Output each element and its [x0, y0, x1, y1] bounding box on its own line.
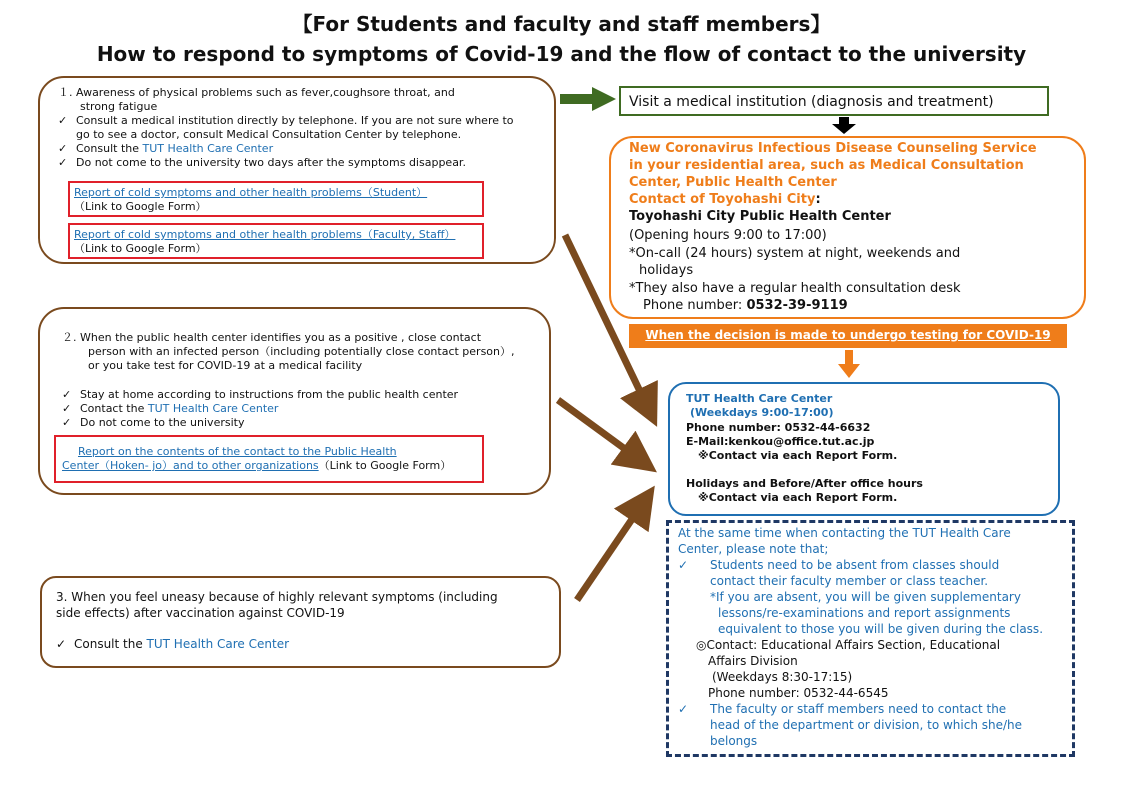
testing-decision-text: When the decision is made to undergo testing for COVID-19 — [645, 328, 1051, 342]
counsel-orange-4: Contact of Toyohashi City — [629, 192, 816, 207]
public-health-report-link-2-text[interactable]: Center（Hoken- jo）and to other organizations — [62, 459, 319, 472]
note-absent-1: *If you are absent, you will be given supplementary — [710, 590, 1021, 604]
counsel-contact-label — [629, 191, 821, 208]
tut-box-contact-2: ※Contact via each Report Form. — [698, 491, 898, 504]
box2-heading-2: person with an infected person（including potentially close contact person）, — [88, 345, 515, 358]
note-absent-3: equivalent to those you will be given during the class. — [718, 622, 1044, 636]
counsel-phone-number: 0532-39-9119 — [746, 298, 848, 313]
box2-item-2-prefix: Contact the — [80, 402, 148, 415]
note-contact-4: Phone number: 0532-44-6545 — [708, 686, 889, 700]
tut-health-care-link[interactable]: TUT Health Care Center — [147, 402, 279, 415]
down-arrow-icon — [832, 117, 856, 134]
box2-item-2 — [80, 402, 278, 416]
note-students-1: Students need to be absent from classes should — [710, 558, 1000, 572]
public-health-form-note: （Link to Google Form） — [318, 459, 452, 472]
box3-item — [74, 637, 289, 653]
check-icon: ✓ — [62, 388, 72, 401]
note-faculty-2: head of the department or division, to which she/he — [710, 718, 1023, 732]
counsel-desk: *They also have a regular health consultation desk — [629, 281, 961, 296]
box2-item-3: Do not come to the university — [80, 416, 245, 429]
positive-contact-box — [38, 307, 551, 495]
symptoms-box — [38, 76, 556, 264]
tut-box-email[interactable]: E-Mail:kenkou@office.tut.ac.jp — [686, 435, 875, 448]
note-contact-3: (Weekdays 8:30-17:15) — [712, 670, 853, 684]
box1-item-3: Do not come to the university two days after the symptoms disappear. — [76, 156, 466, 169]
box1-heading-2: strong fatigue — [80, 100, 158, 113]
box3-heading-2: side effects) after vaccination against COVID-19 — [56, 606, 345, 620]
note-absent-2: lessons/re-examinations and report assignments — [718, 606, 1011, 620]
check-icon: ✓ — [678, 702, 689, 716]
note-faculty-3: belongs — [710, 734, 758, 748]
tut-health-care-link[interactable]: TUT Health Care Center — [146, 637, 290, 651]
counsel-phone — [643, 297, 848, 314]
box3-item-prefix: Consult the — [74, 637, 147, 651]
visit-medical-box — [619, 86, 1049, 116]
box2-heading-1: ２. When the public health center identifies you as a positive , close contact — [62, 331, 482, 344]
counsel-oncall-2: holidays — [639, 263, 694, 278]
visit-medical-text: Visit a medical institution (diagnosis and treatment) — [629, 94, 994, 110]
brown-arrow-icon-2 — [558, 400, 640, 460]
note-contact-2: Affairs Division — [708, 654, 798, 668]
public-health-form-box — [54, 435, 484, 483]
faculty-form-note: （Link to Google Form） — [74, 242, 207, 255]
faculty-report-form-link[interactable]: Report of cold symptoms and other health problems（Faculty, Staff） — [74, 228, 456, 241]
public-health-report-link-1[interactable]: Report on the contents of the contact to the Public Health — [78, 445, 397, 458]
box2-heading-3: or you take test for COVID-19 at a medical facility — [88, 359, 363, 372]
counseling-service-box — [609, 136, 1086, 319]
student-form-note: （Link to Google Form） — [74, 200, 207, 213]
note-contact-1: ◎Contact: Educational Affairs Section, Educational — [696, 638, 1001, 652]
note-faculty-1: The faculty or staff members need to contact the — [710, 702, 1007, 716]
counsel-center-name: Toyohashi City Public Health Center — [629, 209, 891, 224]
note-students-2: contact their faculty member or class teacher. — [710, 574, 989, 588]
tut-health-care-link[interactable]: TUT Health Care Center — [142, 142, 274, 155]
note-intro-1: At the same time when contacting the TUT Health Care — [678, 526, 1011, 540]
counsel-orange-2: in your residential area, such as Medical Consultation — [629, 158, 1024, 173]
box1-heading-1: １. Awareness of physical problems such as fever,coughsore throat, and — [58, 86, 455, 99]
brown-arrow-icon-3 — [577, 503, 643, 600]
box1-item-1b: go to see a doctor, consult Medical Consultation Center by telephone. — [76, 128, 462, 141]
check-icon: ✓ — [62, 416, 72, 429]
attention-note-box — [666, 520, 1075, 757]
student-form-box — [68, 181, 484, 217]
counsel-orange-1: New Coronavirus Infectious Disease Counseling Service — [629, 141, 1037, 156]
faculty-form-box — [68, 223, 484, 259]
student-report-form-link[interactable]: Report of cold symptoms and other health problems（Student） — [74, 186, 428, 199]
tut-box-contact-1: ※Contact via each Report Form. — [698, 449, 898, 462]
tut-box-weekdays: (Weekdays 9:00-17:00) — [690, 406, 834, 419]
green-arrow-icon — [560, 87, 616, 111]
public-health-report-link-2 — [62, 459, 451, 473]
check-icon: ✓ — [56, 637, 67, 651]
vaccination-box — [40, 576, 561, 668]
orange-down-arrow-icon — [838, 350, 860, 378]
check-icon: ✓ — [58, 114, 68, 127]
check-icon: ✓ — [678, 558, 689, 572]
box1-item-2-prefix: Consult the — [76, 142, 143, 155]
counsel-colon: : — [815, 192, 821, 207]
check-icon: ✓ — [58, 142, 68, 155]
box1-item-1a: Consult a medical institution directly by telephone. If you are not sure where to — [76, 114, 514, 127]
check-icon: ✓ — [62, 402, 72, 415]
box3-heading-1: 3. When you feel uneasy because of highly relevant symptoms (including — [56, 590, 498, 604]
counsel-hours: (Opening hours 9:00 to 17:00) — [629, 228, 827, 243]
page-title-line1: 【For Students and faculty and staff members】 — [292, 12, 831, 36]
box2-item-1: Stay at home according to instructions from the public health center — [80, 388, 459, 401]
tut-health-care-box — [668, 382, 1060, 516]
counsel-oncall-1: *On-call (24 hours) system at night, weekends and — [629, 246, 961, 261]
note-intro-2: Center, please note that; — [678, 542, 829, 556]
counsel-orange-3: Center, Public Health Center — [629, 175, 837, 190]
check-icon: ✓ — [58, 156, 68, 169]
box1-item-2 — [76, 142, 273, 156]
testing-decision-banner — [629, 324, 1067, 348]
tut-box-holidays: Holidays and Before/After office hours — [686, 477, 923, 490]
counsel-phone-label: Phone number: — [643, 298, 747, 313]
tut-box-phone: Phone number: 0532-44-6632 — [686, 421, 871, 434]
page-title-line2: How to respond to symptoms of Covid-19 and the flow of contact to the university — [96, 42, 1027, 66]
tut-box-title: TUT Health Care Center — [686, 392, 833, 405]
